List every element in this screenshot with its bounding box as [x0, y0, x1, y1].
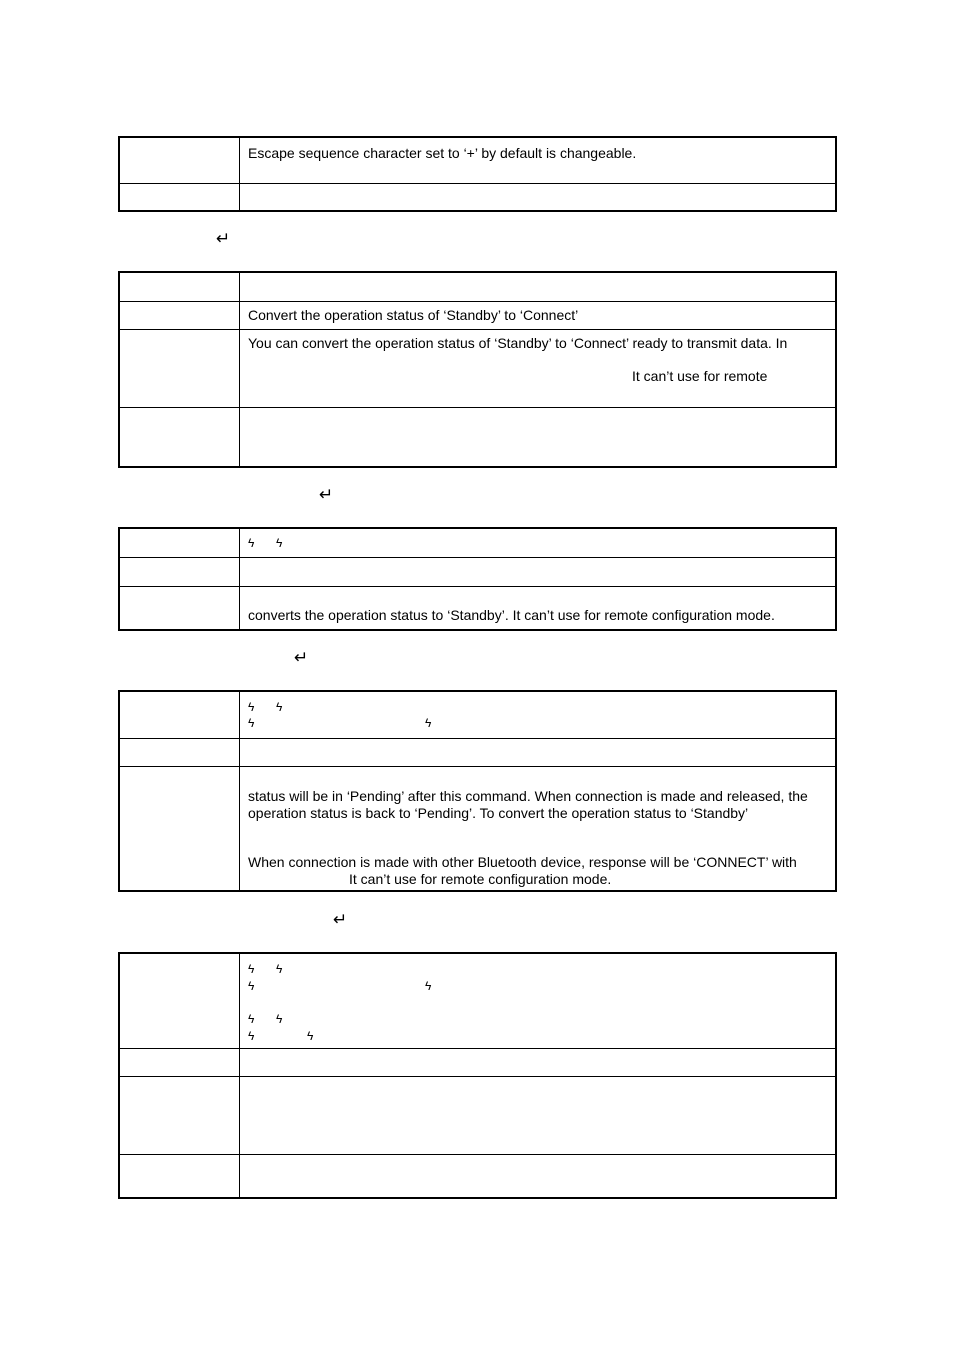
row-label-cell — [120, 302, 240, 329]
connect-command-table — [118, 271, 837, 468]
enter-key-icon: ↵ — [294, 648, 309, 668]
glyph-icon: ϟ — [276, 700, 283, 714]
glyph-icon: ϟ — [425, 979, 432, 993]
row-label-cell — [120, 692, 240, 738]
row-label-cell — [120, 587, 240, 629]
glyph-icon: ϟ — [248, 962, 255, 976]
table-row — [120, 407, 835, 466]
row-value-cell — [241, 408, 835, 466]
table-row — [120, 329, 835, 407]
table-row — [120, 557, 835, 586]
row-value-cell — [241, 558, 835, 586]
table-row — [120, 529, 835, 557]
row-value-cell — [241, 767, 835, 890]
glyph-icon: ϟ — [248, 536, 255, 550]
table-row — [120, 273, 835, 301]
glyph-icon: ϟ — [248, 979, 255, 993]
table-row — [120, 1048, 835, 1076]
row-value-cell — [241, 273, 835, 301]
row-value-cell — [241, 138, 835, 183]
description-line: It can’t use for remote — [632, 368, 768, 384]
glyph-icon: ϟ — [307, 1029, 314, 1043]
row-value-cell — [241, 954, 835, 1048]
row-value-cell — [241, 692, 835, 738]
row-value-cell — [241, 330, 835, 407]
row-value-cell — [241, 529, 835, 557]
row-value-cell — [241, 1077, 835, 1154]
description-line: When connection is made with other Bluetooth device, response will be ‘CONNECT’ with — [248, 854, 797, 870]
enter-key-icon: ↵ — [216, 229, 231, 249]
table-row — [120, 301, 835, 329]
row-label-cell — [120, 767, 240, 890]
glyph-icon: ϟ — [425, 716, 432, 730]
description-line: You can convert the operation status of ‘Standby’ to ‘Connect’ ready to transmit data. In — [248, 335, 788, 351]
glyph-icon: ϟ — [276, 536, 283, 550]
glyph-icon: ϟ — [248, 1012, 255, 1026]
row-label-cell — [120, 1077, 240, 1154]
row-label-cell — [120, 330, 240, 407]
table-row — [120, 954, 835, 1048]
table-row — [120, 1154, 835, 1197]
row-value-cell — [241, 739, 835, 766]
enter-key-icon: ↵ — [333, 910, 348, 930]
table-row — [120, 183, 835, 210]
row-value-cell — [241, 1155, 835, 1197]
description-line: It can’t use for remote configuration mode. — [349, 871, 612, 887]
function-text: Convert the operation status of ‘Standby’ to ‘Connect’ — [248, 307, 579, 323]
row-label-cell — [120, 408, 240, 466]
escape-description: Escape sequence character set to ‘+’ by default is changeable. — [248, 145, 637, 161]
glyph-icon: ϟ — [276, 962, 283, 976]
description-line: operation status is back to ‘Pending’. To convert the operation status to ‘Standby’ — [248, 805, 749, 821]
row-value-cell — [241, 184, 835, 210]
connect-address-command-table — [118, 952, 837, 1199]
enter-key-icon: ↵ — [319, 485, 334, 505]
glyph-icon: ϟ — [248, 1029, 255, 1043]
table-row — [120, 586, 835, 629]
row-label-cell — [120, 954, 240, 1048]
row-label-cell — [120, 1049, 240, 1076]
row-label-cell — [120, 529, 240, 557]
glyph-icon: ϟ — [276, 1012, 283, 1026]
glyph-icon: ϟ — [248, 700, 255, 714]
row-value-cell — [241, 302, 835, 329]
pending-command-table — [118, 690, 837, 892]
escape-sequence-table — [118, 136, 837, 212]
table-row — [120, 766, 835, 890]
row-label-cell — [120, 739, 240, 766]
row-value-cell — [241, 587, 835, 629]
table-row — [120, 1076, 835, 1154]
glyph-icon: ϟ — [248, 716, 255, 730]
standby-command-table — [118, 527, 837, 631]
table-row — [120, 692, 835, 738]
description-line: status will be in ‘Pending’ after this command. When connection is made and released, the — [248, 788, 808, 804]
row-value-cell — [241, 1049, 835, 1076]
row-label-cell — [120, 558, 240, 586]
description-line: converts the operation status to ‘Standby’. It can’t use for remote configuration mode. — [248, 607, 775, 623]
table-row — [120, 738, 835, 766]
row-label-cell — [120, 184, 240, 210]
table-row — [120, 138, 835, 183]
row-label-cell — [120, 273, 240, 301]
row-label-cell — [120, 138, 240, 183]
row-label-cell — [120, 1155, 240, 1197]
